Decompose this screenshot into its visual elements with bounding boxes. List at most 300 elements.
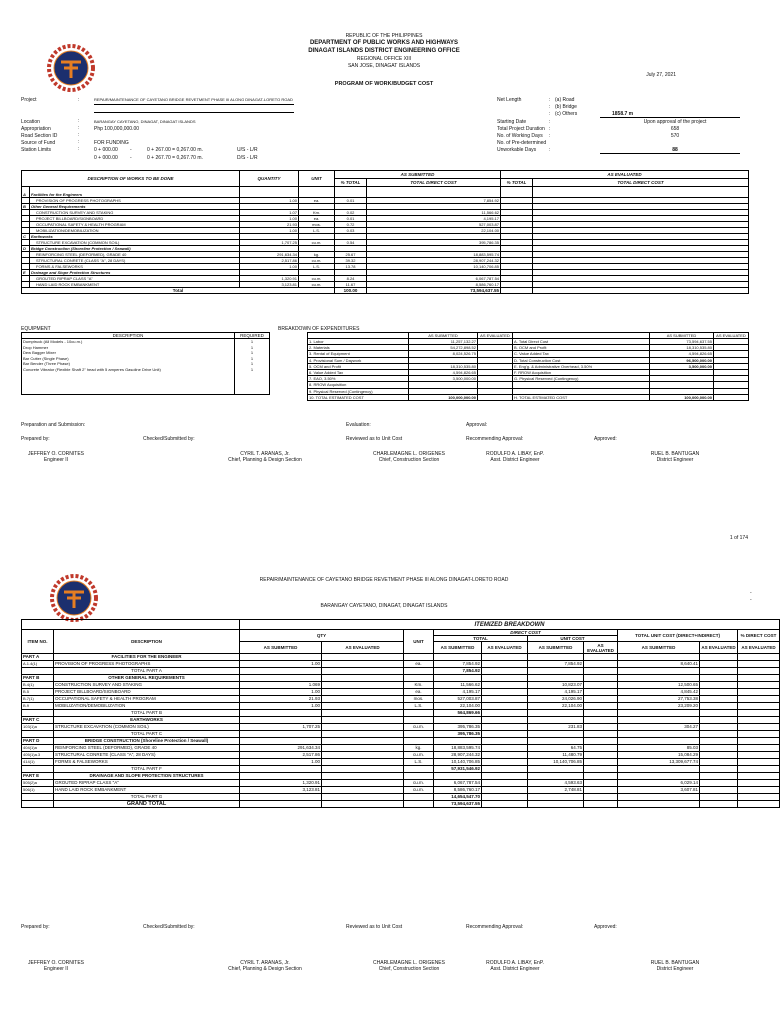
signatory-title: Chief, Construction Section xyxy=(378,966,440,972)
page2-location: BARANGAY CAYETANO, DINAGAT, DINAGAT ISLANDS xyxy=(320,603,448,609)
ib-col-qty: QTY xyxy=(240,630,404,642)
bd-col-eval-right: AS EVALUATED xyxy=(714,333,749,339)
program-of-work-table xyxy=(21,170,749,294)
project-source: FOR FUNDING xyxy=(94,140,129,146)
breakdown-left-value: 54,272,898.52 xyxy=(409,345,478,351)
ib-item-qty: 1.00 xyxy=(240,703,322,710)
page2-dash-2: - xyxy=(750,597,752,603)
ib-item-no: 505(2)a xyxy=(22,780,54,787)
ib-subtotal-row xyxy=(22,668,780,675)
breakdown-left-desc: 8. RROW Acquisition xyxy=(308,382,409,388)
pow-item-unit: L.S. xyxy=(299,264,335,270)
colons-left: : : : : : : xyxy=(78,97,80,152)
breakdown-left-desc: 5. OCM and Profit xyxy=(308,363,409,369)
breakdown-table xyxy=(307,332,749,401)
ib-part-row xyxy=(22,738,780,745)
ib-item-unit-cost: 10,140,706.85 xyxy=(528,759,584,766)
breakdown-left-value: 4,594,826.65 xyxy=(409,370,478,376)
ib-item-unit: cu.m. xyxy=(404,752,434,759)
pow-section-title: Bridge Construction (Shoreline Protection / Seawall) xyxy=(30,246,240,252)
pow-item-desc: PROJECT BILLBOARD/SIGNBOARD xyxy=(30,216,240,222)
net-road: (a) Road xyxy=(555,97,575,103)
ib-item-total: 11,566.62 xyxy=(434,682,482,689)
ib-item-row xyxy=(22,752,780,759)
ib-col-unitcost: UNIT COST xyxy=(528,636,618,642)
pow-item-cost: 18,883,595.74 xyxy=(367,252,501,258)
ib-part-key: PART D xyxy=(22,738,54,745)
ib-tuc-sub: AS SUBMITTED xyxy=(618,642,700,654)
label-station-limits: Station Limits xyxy=(21,147,52,153)
office-name: DINAGAT ISLANDS DISTRICT ENGINEERING OFFICE xyxy=(308,48,460,54)
pow-item-qty: 3,123.81 xyxy=(240,282,299,288)
ib-grand-total-row xyxy=(22,801,780,808)
ib-subtotal-label: TOTAL PART A xyxy=(54,668,240,675)
breakdown-right-desc: F. RROW Acquisition xyxy=(513,370,650,376)
pow-item-unit: ea. xyxy=(299,198,335,204)
ib-item-total: 18,883,595.74 xyxy=(434,745,482,752)
ib-col-tuc: TOTAL UNIT COST (DIRECT+INDIRECT) xyxy=(618,630,738,642)
unworkable-value: 88 xyxy=(672,147,678,153)
ib-item-row xyxy=(22,745,780,752)
ib-item-no: 103(1)a xyxy=(22,724,54,731)
breakdown-left-desc: 7. EAO, 3.50% xyxy=(308,376,409,382)
col-tdc-sub: TOTAL DIRECT COST xyxy=(367,179,501,187)
ib-col-desc: DESCRIPTION xyxy=(54,630,240,654)
label-working-days: No. of Working Days xyxy=(497,133,543,139)
pow-total-label: Total xyxy=(22,288,335,294)
pow-item-desc: MOBILIZATION/DEMOBILIZATION xyxy=(30,228,240,234)
ib-item-desc: HAND LAID ROCK EMBANKMENT xyxy=(54,787,240,794)
ib-uc-eval: AS EVALUATED xyxy=(584,642,618,654)
itemized-title: ITEMIZED BREAKDOWN xyxy=(240,620,780,630)
breakdown-left-desc: 1. Labor xyxy=(308,339,409,345)
pow-item-desc: REINFORCING STEEL (DEFORMED), GRADE 40 xyxy=(30,252,240,258)
ib-subtotal-value: 395,786.35 xyxy=(434,731,482,738)
starting-date-value: Upon approval of the project xyxy=(643,119,707,125)
approved-label: Approved: xyxy=(594,436,617,442)
pow-section-key: C xyxy=(22,234,30,240)
department-name: DEPARTMENT OF PUBLIC WORKS AND HIGHWAYS xyxy=(309,40,459,46)
signatory-name: JEFFREY O. CORNITES xyxy=(27,960,85,966)
ib-item-desc: GROUTED RIPRAP CLASS "A" xyxy=(54,780,240,787)
project-location: BARANGAY CAYETANO, DINAGAT, DINAGAT ISLANDS xyxy=(94,119,196,124)
ib-subtotal-label: TOTAL PART G xyxy=(54,794,240,801)
equipment-desc: Bar Bender (Three Phase) xyxy=(23,361,70,366)
breakdown-left-desc: 2. Materials xyxy=(308,345,409,351)
label-appropriation: Appropriation xyxy=(21,126,51,132)
equipment-desc: Concrete Vibrator (Flexible Shaft 2" head with 5 amperes Gasoline Drive Unit) xyxy=(23,366,161,372)
ib-item-unit-cost: 10,823.07 xyxy=(528,682,584,689)
col-tdc-eval: TOTAL DIRECT COST xyxy=(533,179,749,187)
signatory-title: Asst. District Engineer xyxy=(490,966,540,972)
ib-item-unit-cost: 64.75 xyxy=(528,745,584,752)
ib-item-desc: STRUCTURAL CONRETE (CLASS "A", 28 DAYS) xyxy=(54,752,240,759)
pow-item-unit: Km. xyxy=(299,210,335,216)
pow-item-pct: 13.78 xyxy=(335,264,367,270)
ib-part-title: OTHER GENERAL REQUIREMENTS xyxy=(54,675,240,682)
ib-subtotal-value: 57,931,546.92 xyxy=(434,766,482,773)
ib-subtotal-row xyxy=(22,794,780,801)
ib-item-qty: 3,123.81 xyxy=(240,787,322,794)
breakdown-left-desc: 10. TOTAL ESTIMATED COST xyxy=(308,394,409,400)
pow-section-title: Facilities for the Engineers xyxy=(30,192,240,198)
dpwh-logo-page2 xyxy=(50,574,98,622)
ib-subtotal-label: GRAND TOTAL xyxy=(54,801,240,808)
checked-label: Checked/Submitted by: xyxy=(143,436,195,442)
pow-item-qty: 1.00 xyxy=(240,216,299,222)
pow-item-unit: ea. xyxy=(299,216,335,222)
ib-item-desc: PROVISION OF PROGRESS PHOTOGRAPHS xyxy=(54,661,240,668)
signatory-name: RUEL B. BANTUGAN xyxy=(650,451,700,457)
pow-item-pct: 39.32 xyxy=(335,258,367,264)
station-1-start: 0 + 000.00 xyxy=(94,147,118,153)
ib-item-unit-cost: 22,104.00 xyxy=(528,703,584,710)
ib-item-no: 506(1) xyxy=(22,787,54,794)
signatory-name: CYRIL T. ARANAS, Jr. xyxy=(240,960,290,966)
breakdown-right-desc: E. Eng'g. & Administrative Overhead, 3.50% xyxy=(513,363,650,369)
equipment-table xyxy=(21,332,270,395)
breakdown-left-desc: 4. Provisional Sum / Daywork xyxy=(308,357,409,363)
pow-section-title: Other General Requirements xyxy=(30,204,240,210)
ib-item-total: 7,854.92 xyxy=(434,661,482,668)
pow-total-pct: 100.00 xyxy=(335,288,367,294)
ib-item-unit: Km. xyxy=(404,682,434,689)
breakdown-left-desc: 3. Rental of Equipment xyxy=(308,351,409,357)
label-location: Location xyxy=(21,119,40,125)
ib-item-qty: 1.00 xyxy=(240,759,322,766)
ib-item-unit: kg. xyxy=(404,745,434,752)
ib-subtotal-value: 7,854.92 xyxy=(434,668,482,675)
ib-item-total-unit-cost: 12,500.65 xyxy=(618,682,700,689)
ib-item-total: 6,067,787.54 xyxy=(434,780,482,787)
ib-item-row xyxy=(22,696,780,703)
ib-part-row xyxy=(22,717,780,724)
ib-item-desc: FORMS & FALSEWORKS xyxy=(54,759,240,766)
breakdown-right-value: 4,594,826.65 xyxy=(650,351,714,357)
ib-item-unit: ea. xyxy=(404,661,434,668)
pow-item-unit: cu.m. xyxy=(299,276,335,282)
ib-col-total: TOTAL xyxy=(434,636,528,642)
signatory-title: District Engineer xyxy=(656,966,694,972)
breakdown-left-value: 18,310,535.80 xyxy=(409,363,478,369)
ib-item-qty: 21.93 xyxy=(240,696,322,703)
label-predetermined: No. of Pre-determined xyxy=(497,140,547,146)
page2-project-title: REPAIR/MAINTENANCE OF CAYETANO BRIDGE REVETMENT PHASE III ALONG DINAGAT-LORETO ROAD xyxy=(259,577,509,583)
signatory-name: JEFFREY O. CORNITES xyxy=(27,451,85,457)
pow-item-desc: PROVISION OF PROGRESS PHOTOGRAPHS xyxy=(30,198,240,204)
station-2-end: 0 + 267.70 = 0,267.70 m. xyxy=(147,155,203,161)
ib-item-total-unit-cost: 27,753.38 xyxy=(618,696,700,703)
signatory-name: RODULFO A. LIBAY, EnP. xyxy=(486,960,544,966)
pow-item-cost: 395,786.35 xyxy=(367,240,501,246)
ib-item-unit: ea. xyxy=(404,689,434,696)
pow-item-pct: 0.54 xyxy=(335,240,367,246)
ib-item-desc: MOBILIZATION/DEMOBILIZATION xyxy=(54,703,240,710)
bd-col-eval-left: AS EVALUATED xyxy=(478,333,513,339)
bd-col-sub-right: AS SUBMITTED xyxy=(650,333,714,339)
prepared-label-2: Prepared by: xyxy=(21,924,50,930)
ib-col-pct: % DIRECT COST xyxy=(738,630,780,642)
net-others-value: 1858.7 m xyxy=(612,111,634,117)
net-others: (c) Others xyxy=(555,111,578,117)
ib-item-unit-cost: 24,026.90 xyxy=(528,696,584,703)
recommending-label: Recommending Approval: xyxy=(466,436,524,442)
breakdown-left-value: 3,500,000.00 xyxy=(409,376,478,382)
ib-part-key: PART B xyxy=(22,675,54,682)
pow-item-cost: 7,854.92 xyxy=(367,198,501,204)
ib-item-total: 10,140,706.85 xyxy=(434,759,482,766)
breakdown-left-value: 8,024,526.75 xyxy=(409,351,478,357)
ib-subtotal-row xyxy=(22,766,780,773)
station-1-side: U/S - L/R xyxy=(237,147,258,153)
ib-item-unit-cost: 7,854.92 xyxy=(528,661,584,668)
ib-item-qty: 1,707.25 xyxy=(240,724,322,731)
signatory-name: CHARLEMAGNE L. ORIGENES xyxy=(373,960,445,966)
pow-item-qty: 1.07 xyxy=(240,210,299,216)
ib-item-total-unit-cost: 6,029.14 xyxy=(618,780,700,787)
breakdown-right-desc: D. Total Construction Cost xyxy=(513,357,650,363)
ib-item-unit: L.S. xyxy=(404,703,434,710)
ib-item-total-unit-cost: 4,845.42 xyxy=(618,689,700,696)
pow-item-cost: 22,104.00 xyxy=(367,228,501,234)
pow-item-pct: 0.03 xyxy=(335,228,367,234)
ib-item-desc: OCCUPATIONAL SAFETY & HEALTH PROGRAM xyxy=(54,696,240,703)
signatory-title: District Engineer xyxy=(656,457,694,463)
ib-item-desc: STRUCTURE EXCAVATION (COMMON SOIL) xyxy=(54,724,240,731)
signatory-title: Asst. District Engineer xyxy=(490,457,540,463)
ib-item-row xyxy=(22,689,780,696)
equipment-desc: Dumptruck (All Models - 10cu.m.) xyxy=(23,339,83,344)
ib-part-row xyxy=(22,675,780,682)
ib-item-no: A.1.4(1) xyxy=(22,661,54,668)
pow-item-desc: HAND LAID ROCK EMBANKMENT xyxy=(30,282,240,288)
place-text: SAN JOSE, DINAGAT ISLANDS xyxy=(347,63,421,69)
republic-text: REPUBLIC OF THE PHILIPPINES xyxy=(345,33,423,39)
breakdown-right-value: 96,500,000.00 xyxy=(650,357,714,363)
signatory-title: Chief, Planning & Design Section xyxy=(228,966,302,972)
ib-item-row xyxy=(22,780,780,787)
ib-item-total: 395,786.35 xyxy=(434,724,482,731)
breakdown-right-desc: B. OCM and Profit xyxy=(513,345,650,351)
ib-item-total: 527,003.87 xyxy=(434,696,482,703)
ib-item-no: 405(1)a.3 xyxy=(22,752,54,759)
project-appropriation: Php 100,000,000.00 xyxy=(94,126,140,132)
breakdown-row xyxy=(308,394,749,400)
station-2-side: D/S - L/R xyxy=(237,155,258,161)
evaluation-label: Evaluation: xyxy=(346,422,371,428)
ib-item-qty: 1.00 xyxy=(240,689,322,696)
ib-item-row xyxy=(22,703,780,710)
ib-item-unit-cost: 231.83 xyxy=(528,724,584,731)
project-name: REPAIR/MAINTENANCE OF CAYETANO BRIDGE REVETMENT PHASE III ALONG DINAGAT-LORETO ROAD xyxy=(94,97,293,102)
breakdown-right-desc: C. Value Added Tax xyxy=(513,351,650,357)
col-description: DESCRIPTION OF WORKS TO BE DONE xyxy=(22,171,240,187)
ib-subtotal-label: TOTAL PART F xyxy=(54,766,240,773)
prep-submission-label: Preparation and Submission: xyxy=(21,422,86,428)
ib-item-total: 22,104.00 xyxy=(434,703,482,710)
pow-item-desc: FORMS & FALSEWORKS xyxy=(30,264,240,270)
equip-col-desc: DESCRIPTION xyxy=(22,333,235,339)
breakdown-left-desc: 6. Value Added Tax xyxy=(308,370,409,376)
equipment-required: 1 xyxy=(235,339,270,345)
ib-tuc-eval: AS EVALUATED xyxy=(700,642,738,654)
signatory-title: Engineer II xyxy=(43,966,69,972)
ib-subtotal-row xyxy=(22,731,780,738)
ib-item-desc: CONSTRUCTION SURVEY AND STAKING xyxy=(54,682,240,689)
ib-item-row xyxy=(22,661,780,668)
ib-item-no: 404(1)a xyxy=(22,745,54,752)
ib-pct-eval: AS EVALUATED xyxy=(738,642,780,654)
pow-item-pct: 0.02 xyxy=(335,210,367,216)
reviewed-label: Reviewed as to Unit Cost xyxy=(346,436,403,442)
pow-item-desc: OCCUPATIONAL SAFETY & HEALTH PROGRAM xyxy=(30,222,240,228)
breakdown-right-desc: G. Physical Reserved (Contingency) xyxy=(513,376,650,382)
equipment-required: 1 xyxy=(235,361,270,367)
col-quantity: QUANTITY xyxy=(240,171,299,187)
ib-part-title: EARTHWORKS xyxy=(54,717,240,724)
breakdown-title: BREAKDOWN OF EXPENDITURES xyxy=(278,326,360,332)
ib-item-unit-cost: 4,195.17 xyxy=(528,689,584,696)
signatory-title: Engineer II xyxy=(43,457,69,463)
ib-item-total: 4,195.17 xyxy=(434,689,482,696)
bd-col-sub-left: AS SUBMITTED xyxy=(409,333,478,339)
approved-label-2: Approved: xyxy=(594,924,617,930)
pow-item-qty: 1.00 xyxy=(240,264,299,270)
pow-item-unit: cu.m. xyxy=(299,258,335,264)
ib-item-total-unit-cost: 304.27 xyxy=(618,724,700,731)
pow-section-key: D xyxy=(22,246,30,252)
ib-item-qty: 1.00 xyxy=(240,661,322,668)
ib-item-row xyxy=(22,759,780,766)
pow-item-unit: cu.m. xyxy=(299,282,335,288)
ib-item-no: B.4(1) xyxy=(22,682,54,689)
ib-item-no: B.9 xyxy=(22,703,54,710)
ib-item-unit: cu.m. xyxy=(404,787,434,794)
dpwh-logo xyxy=(47,44,95,92)
ib-part-key: PART A xyxy=(22,654,54,661)
pow-total-value: 73,594,637.55 xyxy=(367,288,501,294)
pow-item-unit: L.S. xyxy=(299,228,335,234)
ib-item-no: 414(1) xyxy=(22,759,54,766)
ib-item-qty: 1,320.91 xyxy=(240,780,322,787)
ib-item-total-unit-cost: 23,209.20 xyxy=(618,703,700,710)
equipment-required: 1 xyxy=(235,367,270,373)
pow-item-desc: GROUTED RIPRAP CLASS "A" xyxy=(30,276,240,282)
duration-value: 658 xyxy=(670,126,680,132)
signatory-name: CYRIL T. ARANAS, Jr. xyxy=(240,451,290,457)
ib-item-total-unit-cost: 3,607.81 xyxy=(618,787,700,794)
ib-item-total-unit-cost: 8,640.41 xyxy=(618,661,700,668)
ib-item-row xyxy=(22,787,780,794)
region-text: REGIONAL OFFICE XIII xyxy=(356,56,412,62)
pow-item-qty: 1,320.91 xyxy=(240,276,299,282)
pow-item-cost: 11,566.62 xyxy=(367,210,501,216)
ib-uc-sub: AS SUBMITTED xyxy=(528,642,584,654)
document-title: PROGRAM OF WORK/BUDGET COST xyxy=(334,81,434,87)
ib-item-qty: 1.069 xyxy=(240,682,322,689)
ib-qty-sub: AS SUBMITTED xyxy=(240,642,322,654)
breakdown-right-desc: H. TOTAL ESTIMATED COST xyxy=(513,394,650,400)
equipment-required: 1 xyxy=(235,350,270,356)
page-number: 1 of 174 xyxy=(729,535,748,541)
pow-item-cost: 28,907,244.32 xyxy=(367,258,501,264)
ib-item-desc: REINFORCING STEEL (DEFORMED), GRADE 40 xyxy=(54,745,240,752)
ib-col-direct: DIRECT COST xyxy=(434,630,618,636)
station-2-start: 0 + 000.00 xyxy=(94,155,118,161)
label-project: Project xyxy=(21,97,37,103)
ib-item-unit-cost: 11,480.79 xyxy=(528,752,584,759)
pow-item-unit: mos. xyxy=(299,222,335,228)
ib-part-row xyxy=(22,654,780,661)
ib-subtotal-label: TOTAL PART C xyxy=(54,731,240,738)
signatory-title: Chief, Construction Section xyxy=(378,457,440,463)
ib-item-unit: mos. xyxy=(404,696,434,703)
ib-item-unit-cost: 2,748.81 xyxy=(528,787,584,794)
breakdown-left-desc: 9. Physical Reserved (Contingency) xyxy=(308,388,409,394)
pow-section-title: Earthworks xyxy=(30,234,240,240)
ib-part-title: BRIDGE CONSTRUCTION (Shoreline Protection / Seawall) xyxy=(54,738,240,745)
pow-item-cost: 527,003.87 xyxy=(367,222,501,228)
ib-item-row xyxy=(22,682,780,689)
col-unit: UNIT xyxy=(299,171,335,187)
signatory-title: Chief, Planning & Design Section xyxy=(228,457,302,463)
ib-subtotal-value: 14,654,547.70 xyxy=(434,794,482,801)
ib-item-no: B.5 xyxy=(22,689,54,696)
equipment-desc: Dew Bagger Mixer xyxy=(23,350,56,355)
equipment-required: 1 xyxy=(235,356,270,362)
col-pct-total-eval: % TOTAL xyxy=(501,179,533,187)
col-as-submitted: AS SUBMITTED xyxy=(335,171,501,179)
signatory-name: CHARLEMAGNE L. ORIGENES xyxy=(373,451,445,457)
ib-item-no: B.7(1) xyxy=(22,696,54,703)
ib-item-unit: L.S. xyxy=(404,759,434,766)
pow-section-key: E xyxy=(22,270,30,276)
pow-item-pct: 11.67 xyxy=(335,282,367,288)
col-pct-total-sub: % TOTAL xyxy=(335,179,367,187)
pow-section-key: A xyxy=(22,192,30,198)
pow-item-unit: cu.m. xyxy=(299,240,335,246)
pow-item-pct: 0.72 xyxy=(335,222,367,228)
recommending-label-2: Recommending Approval: xyxy=(466,924,524,930)
ib-subtotal-label: TOTAL PART B xyxy=(54,710,240,717)
label-road-section: Road Section ID xyxy=(21,133,58,139)
equipment-title: EQUIPMENT xyxy=(21,326,51,332)
pow-item-qty: 1.00 xyxy=(240,198,299,204)
working-days-value: 570 xyxy=(670,133,680,139)
pow-item-pct: 25.67 xyxy=(335,252,367,258)
pow-item-desc: STRUCTURE EXCAVATION (COMMON SOIL) xyxy=(30,240,240,246)
ib-subtotal-row xyxy=(22,710,780,717)
pow-item-desc: CONSTRUCTION SURVEY AND STAKING xyxy=(30,210,240,216)
col-as-evaluated: AS EVALUATED xyxy=(501,171,749,179)
ib-item-qty: 291,634.34 xyxy=(240,745,322,752)
ib-item-total-unit-cost: 85.03 xyxy=(618,745,700,752)
signatory-name: RODULFO A. LIBAY, EnP. xyxy=(486,451,544,457)
equipment-desc: Bar Cutter (Single Phase) xyxy=(23,355,69,361)
label-source-fund: Source of Fund xyxy=(21,140,56,146)
equipment-desc: Drop Hammer xyxy=(23,344,49,350)
ib-item-total-unit-cost: 13,309,677.74 xyxy=(618,759,700,766)
pow-item-cost: 10,140,706.85 xyxy=(367,264,501,270)
pow-section-key: B xyxy=(22,204,30,210)
prepared-label: Prepared by: xyxy=(21,436,50,442)
document-date: July 27, 2021 xyxy=(646,72,676,78)
pow-item-cost: 4,195.17 xyxy=(367,216,501,222)
pow-item-qty: 2,517.86 xyxy=(240,258,299,264)
ib-item-unit: cu.m. xyxy=(404,724,434,731)
pow-item-desc: STRUCTURAL CONRETE (CLASS "A", 28 DAYS) xyxy=(30,258,240,264)
station-1-end: 0 + 267.00 = 0,267.00 m. xyxy=(147,147,203,153)
